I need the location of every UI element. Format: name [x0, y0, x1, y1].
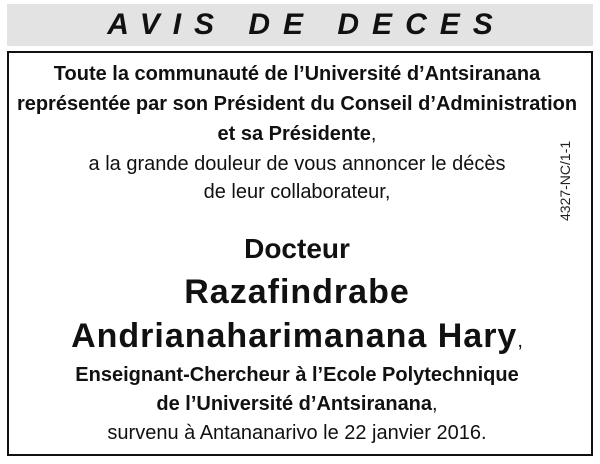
institution-comma: , — [432, 393, 438, 415]
surname: Razafindrabe — [184, 273, 410, 311]
notice-banner — [7, 4, 593, 46]
date-line: survenu à Antananarivo le 22 janvier 2016. — [107, 422, 487, 444]
institution-line — [9, 393, 585, 416]
president-line — [9, 123, 585, 146]
reference-code: 4327-NC/1-1 — [557, 140, 573, 221]
announcement-line: a la grande douleur de vous annoncer le décès — [88, 153, 506, 175]
given-names-line — [9, 317, 585, 356]
representation-line: représentée par son Président du Conseil d’Administration — [16, 93, 578, 115]
institution-text: de l’Université d’Antsiranana — [156, 393, 433, 415]
notice-frame — [7, 51, 593, 456]
notice-title: AVIS DE DECES — [107, 8, 506, 41]
honorific: Docteur — [244, 233, 350, 264]
president-text: et sa Présidente — [217, 123, 371, 145]
given-names-comma: , — [517, 330, 523, 352]
community-line: Toute la communauté de l’Université d’Antsiranana — [53, 63, 541, 85]
president-comma: , — [370, 123, 377, 145]
collaborator-line: de leur collaborateur, — [203, 181, 391, 203]
role-line: Enseignant-Chercheur à l’Ecole Polytechnique — [75, 364, 519, 386]
death-notice — [7, 4, 593, 456]
given-names: Andrianaharimanana Hary — [71, 317, 518, 355]
